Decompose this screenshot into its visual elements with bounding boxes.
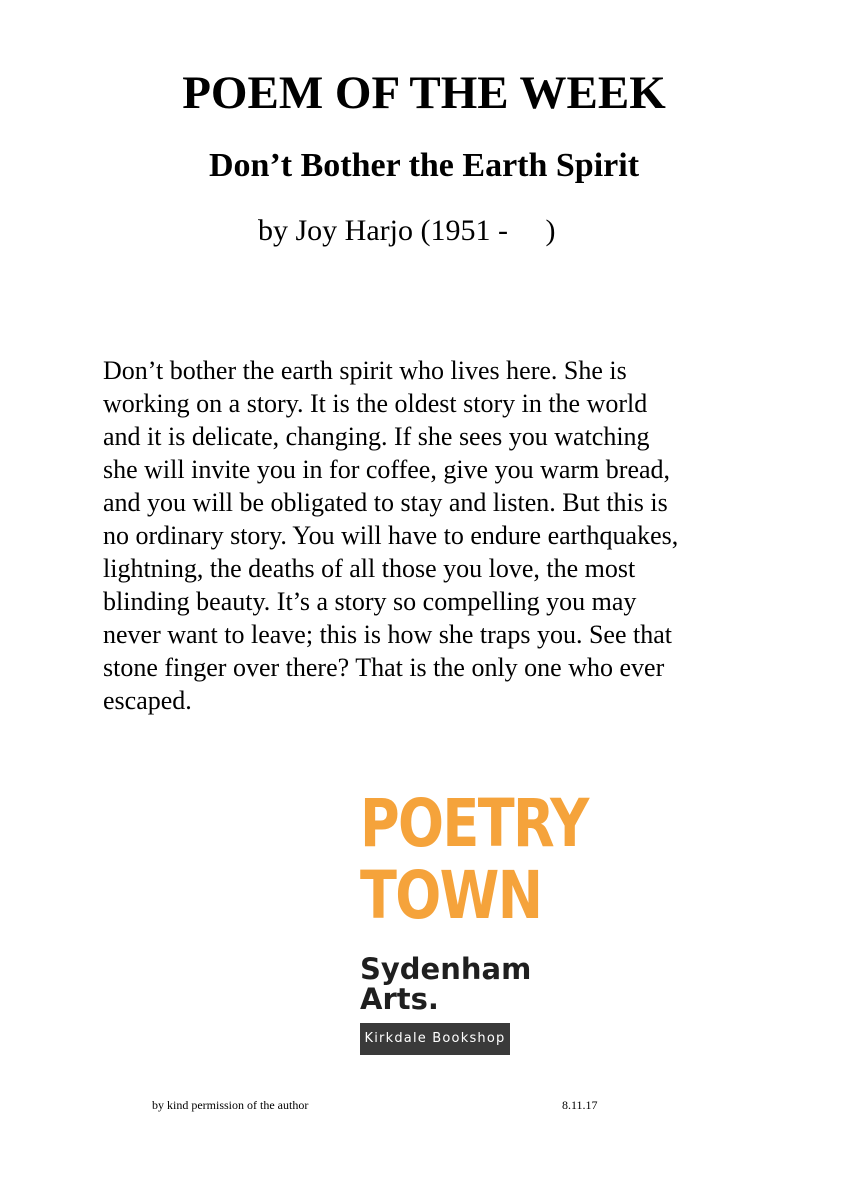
poem-line: stone finger over there? That is the only one who ever (103, 653, 665, 682)
logo-org-name-suffix: Arts. (360, 982, 439, 1016)
poem-line: Don’t bother the earth spirit who lives here. She is (103, 356, 627, 385)
poetry-town-logo (355, 785, 588, 1065)
poem-title: Don’t Bother the Earth Spirit (208, 147, 640, 184)
poem-line: no ordinary story. You will have to endure earthquakes, (103, 521, 679, 550)
poem-body (103, 354, 763, 717)
poem-line: lightning, the deaths of all those you love, the most (103, 554, 636, 583)
logo-org-name: Sydenham (360, 952, 532, 986)
poem-line: and you will be obligated to stay and listen. But this is (103, 488, 668, 517)
footer-permission: by kind permission of the author (152, 1098, 309, 1112)
poem-line: escaped. (103, 686, 192, 715)
poem-line: blinding beauty. It’s a story so compelling you may (103, 587, 637, 616)
poem-line: never want to leave; this is how she traps you. See that (103, 620, 672, 649)
logo-town-word: TOWN (360, 857, 542, 934)
poem-line: working on a story. It is the oldest story in the world (103, 389, 648, 418)
page-title: POEM OF THE WEEK (182, 67, 666, 119)
logo-bookshop-badge: Kirkdale Bookshop (360, 1023, 510, 1055)
footer-date: 8.11.17 (562, 1098, 598, 1112)
poem-line: and it is delicate, changing. If she sees you watching (103, 422, 650, 451)
poem-byline: by Joy Harjo (1951 - ) (258, 214, 556, 247)
poem-line: she will invite you in for coffee, give you warm bread, (103, 455, 671, 484)
logo-poetry-word: POETRY (360, 785, 588, 862)
